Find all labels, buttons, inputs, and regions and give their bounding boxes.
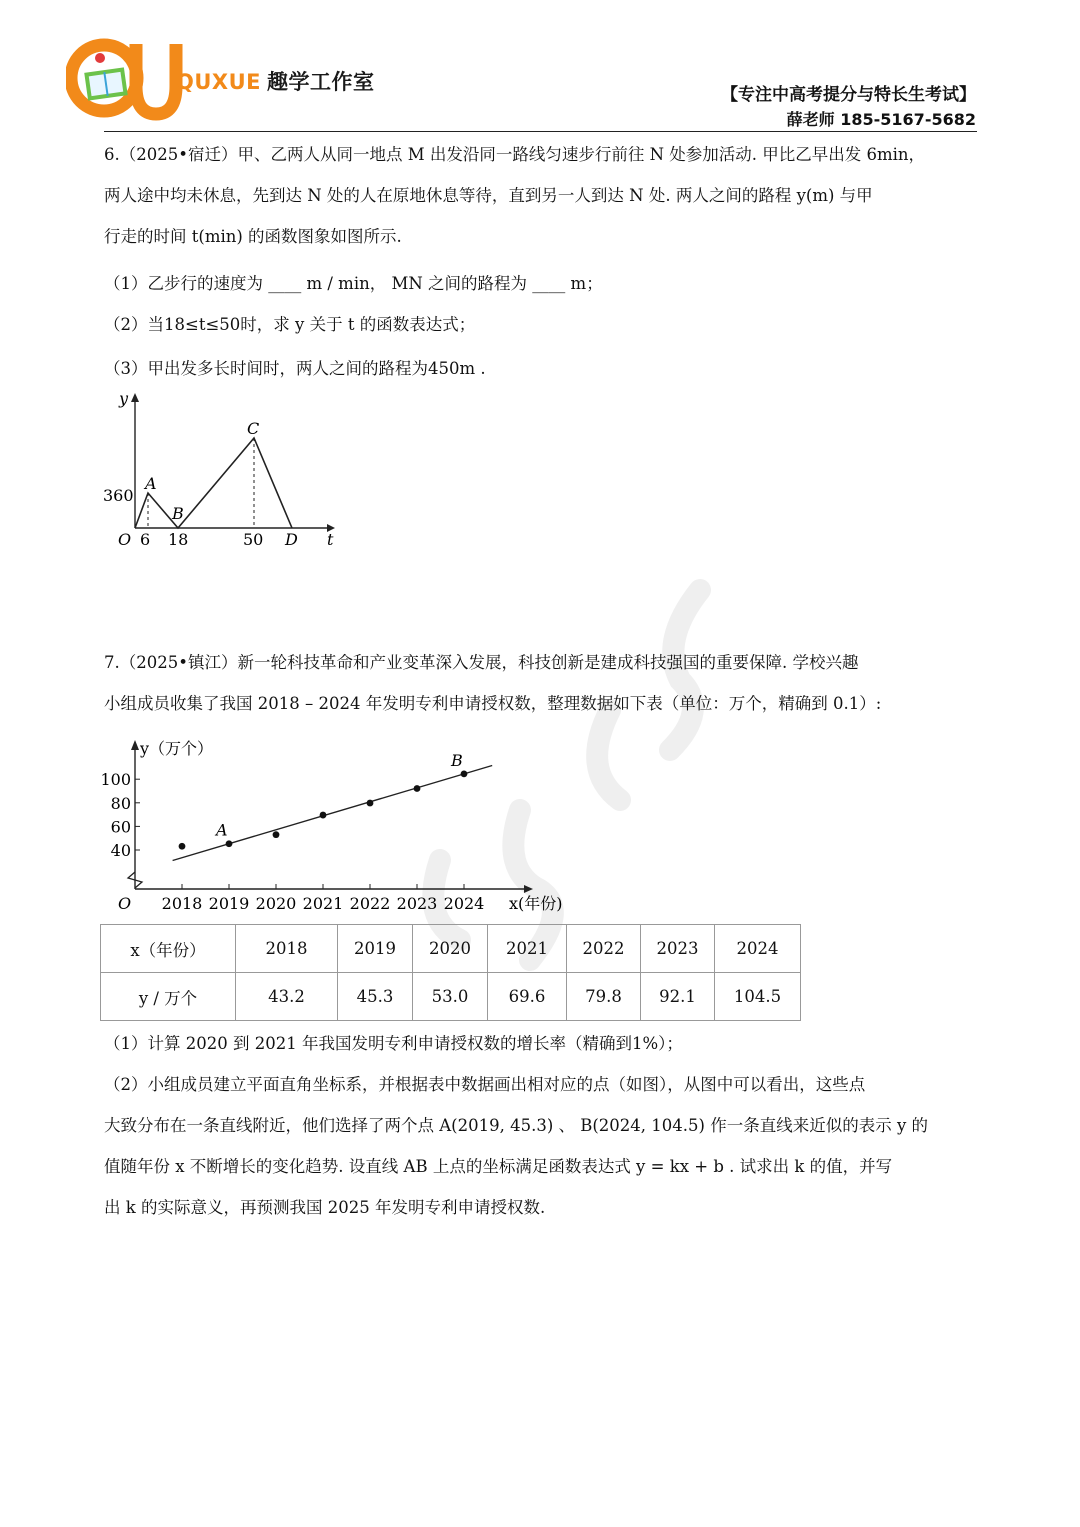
- row-header-year: x（年份）: [101, 925, 236, 973]
- point-C-label: C: [247, 419, 260, 438]
- point-label-B: B: [451, 750, 463, 770]
- y-axis-arrow: [131, 393, 139, 402]
- point-label-A: A: [216, 820, 228, 840]
- q7-part2: [104, 1064, 977, 1228]
- data-point: [367, 800, 374, 807]
- table-cell: 2023: [641, 925, 715, 973]
- table-cell: 2020: [413, 925, 488, 973]
- q6-part1: （1）乙步行的速度为 ____ m / min， MN 之间的路程为 ____ m；: [104, 274, 603, 293]
- q7-part2-line: 大致分布在一条直线附近，他们选择了两个点 A(2019, 45.3) 、 B(2024, 104.5) 作一条直线来近似的表示 y 的: [104, 1116, 929, 1135]
- logo-letters: QU: [66, 36, 68, 37]
- q7-data-table: [100, 924, 801, 1021]
- y-tick-label: 40: [110, 841, 131, 860]
- data-point: [320, 812, 327, 819]
- point-A-label: A: [145, 474, 157, 493]
- q6-line: 行走的时间 t(min) 的函数图象如图所示.: [104, 227, 402, 246]
- trend-line-AB: [173, 766, 493, 861]
- brand-en: QUXUE: [176, 70, 261, 94]
- y-axis-arrow: [131, 740, 139, 750]
- table-cell: 2024: [715, 925, 801, 973]
- t-tick-6: 6: [140, 530, 151, 549]
- table-cell: 2019: [338, 925, 413, 973]
- q7-line: 7.（2025•镇江）新一轮科技革命和产业变革深入发展，科技创新是建成科技强国的重要保障. 学校兴趣: [104, 653, 859, 672]
- q7-patent-chart: [95, 732, 575, 922]
- data-point: [273, 831, 280, 838]
- y-tick-label: 100: [100, 770, 131, 790]
- y-axis-label: y: [119, 389, 129, 408]
- x-tick-label: 2024: [443, 894, 485, 913]
- t-tick-D: D: [285, 530, 298, 549]
- y-tick-label: 60: [110, 817, 131, 837]
- q6-line: 6.（2025•宿迁）甲、乙两人从同一地点 M 出发沿同一路线匀速步行前往 N 处参加活动. 甲比乙早出发 6min，: [104, 145, 926, 164]
- table-cell: 2022: [567, 925, 641, 973]
- data-point: [461, 770, 468, 777]
- origin-label: O: [118, 894, 132, 913]
- x-tick-label: 2023: [396, 894, 438, 913]
- table-cell: 53.0: [413, 973, 488, 1021]
- x-tick-label: 2020: [255, 894, 297, 913]
- q7-line: 小组成员收集了我国 2018 – 2024 年发明专利申请授权数，整理数据如下表（单位：万个，精确到 0.1）:: [104, 694, 882, 713]
- table-cell: 92.1: [641, 973, 715, 1021]
- brand-cn: 趣学工作室: [267, 70, 375, 94]
- table-cell: 69.6: [488, 973, 567, 1021]
- q7-part2-line: 出 k 的实际意义，再预测我国 2025 年发明专利申请授权数.: [104, 1198, 546, 1217]
- data-point: [226, 840, 233, 847]
- table-cell: 104.5: [715, 973, 801, 1021]
- t-tick-50: 50: [243, 530, 264, 549]
- x-tick-label: 2018: [161, 894, 203, 913]
- t-axis-label: t: [327, 530, 334, 549]
- table-cell: 2021: [488, 925, 567, 973]
- q7-part1: （1）计算 2020 到 2021 年我国发明专利申请授权数的增长率（精确到1%）；: [104, 1034, 683, 1053]
- distance-polyline: [135, 438, 292, 528]
- t-tick-18: 18: [168, 530, 189, 549]
- teacher-contact: 薛老师 185-5167-5682: [786, 110, 976, 129]
- q6-line: 两人途中均未休息，先到达 N 处的人在原地休息等待，直到另一人到达 N 处. 两人之间的路程 y(m) 与甲: [104, 186, 873, 205]
- q7-part2-line: 值随年份 x 不断增长的变化趋势. 设直线 AB 上点的坐标满足函数表达式 y = kx + b . 试求出 k 的值，并写: [104, 1157, 893, 1176]
- q7-stem: [104, 642, 977, 724]
- q6-part3: （3）甲出发多长时间时，两人之间的路程为450m .: [104, 359, 486, 378]
- data-point: [179, 843, 186, 850]
- x-axis-label: x(年份): [509, 894, 563, 913]
- table-row: [101, 973, 801, 1021]
- table-row: [101, 925, 801, 973]
- q6-stem: [104, 134, 977, 257]
- q6-distance-graph: [95, 385, 355, 555]
- x-tick-label: 2022: [349, 894, 391, 913]
- point-B-label: B: [172, 504, 184, 523]
- x-tick-label: 2021: [302, 894, 344, 913]
- row-header-count: y / 万个: [101, 973, 236, 1021]
- table-cell: 79.8: [567, 973, 641, 1021]
- header-slogan: 【专注中高考提分与特长生考试】: [721, 85, 976, 105]
- x-tick-label: 2019: [208, 894, 250, 913]
- table-cell: 43.2: [236, 973, 338, 1021]
- y-axis-label: y（万个）: [140, 739, 214, 758]
- q6-part2: （2）当18≤t≤50时，求 y 关于 t 的函数表达式；: [104, 315, 476, 334]
- table-cell: 45.3: [338, 973, 413, 1021]
- x-axis-arrow: [524, 885, 533, 893]
- brand: [176, 66, 375, 96]
- y-tick-360: 360: [103, 486, 134, 505]
- q7-part2-line: （2）小组成员建立平面直角坐标系，并根据表中数据画出相对应的点（如图），从图中可以看出，这些点: [104, 1075, 866, 1094]
- table-cell: 2018: [236, 925, 338, 973]
- y-tick-label: 80: [110, 793, 131, 813]
- data-point: [414, 785, 421, 792]
- header-divider: [104, 131, 977, 132]
- origin-label: O: [118, 530, 132, 549]
